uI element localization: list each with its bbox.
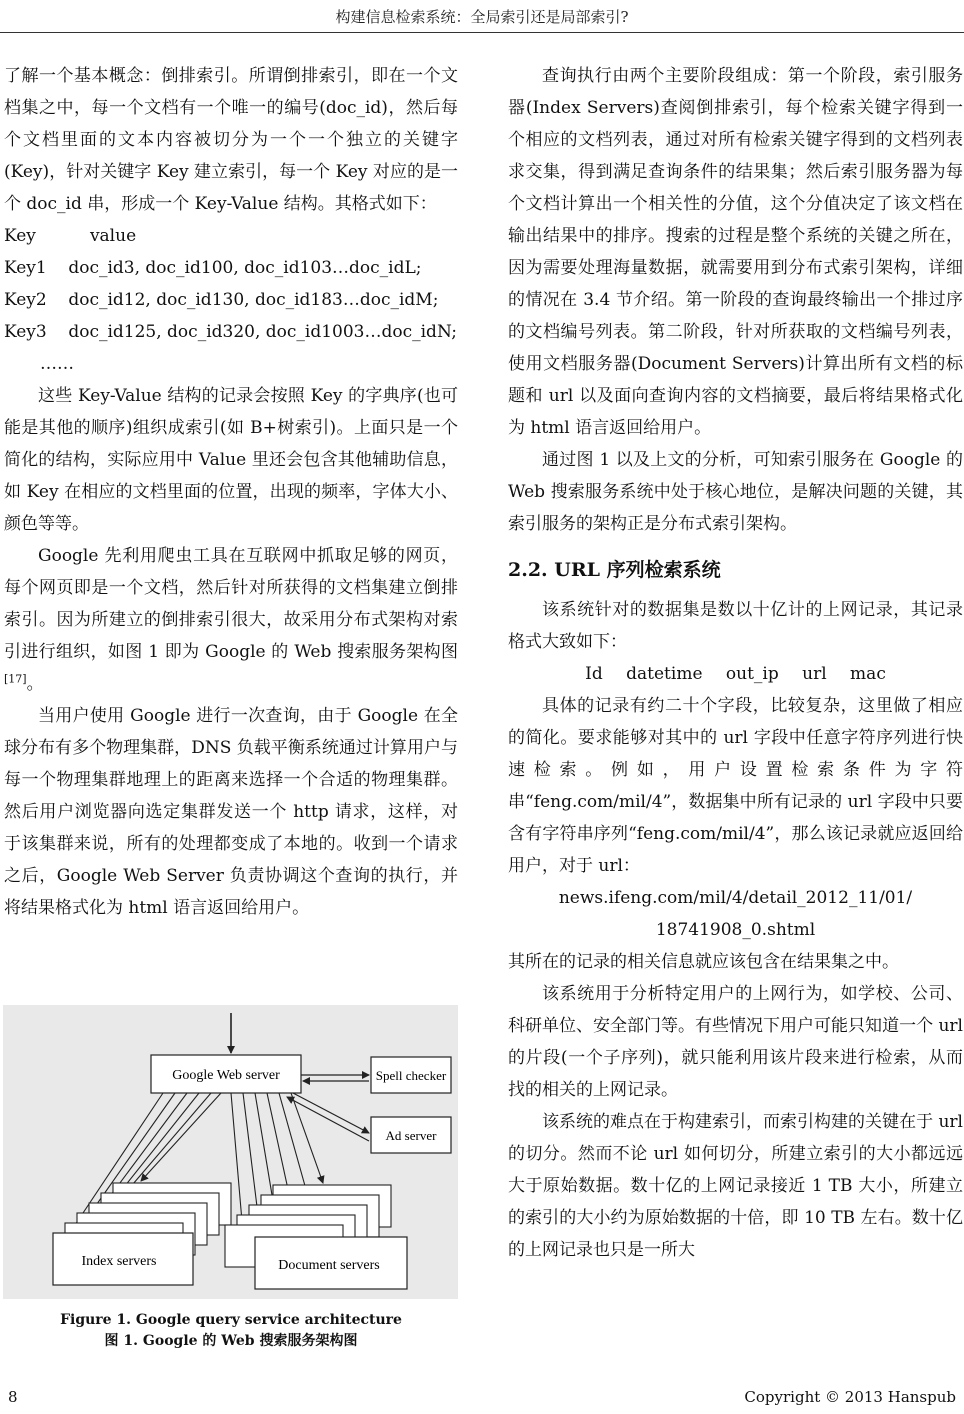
section-heading: 2.2. URL 序列检索系统 <box>508 559 721 581</box>
spell-checker-label: Spell checker <box>375 1068 447 1083</box>
paragraph-index-core: 通过图 1 以及上文的分析，可知索引服务在 Google 的 Web 搜索服务系统中处于核心地位，是解决问题的关键，其索引服务的架构正是分布式索引架构。 <box>508 450 963 534</box>
paragraph-difficulty: 该系统的难点在于构建索引，而索引构建的关键在于 url 的切分。然而不论 url 如何切分，所建立索引的大小都远远大于原始数据。数十亿的上网记录接近 1 TB 大小，所建立的索引的大小约为原始数据的十倍，即 10 TB 左右。数十亿的上网记录也只是一所大 <box>508 1112 963 1260</box>
record-fields: Id datetime out_ip url mac <box>585 664 886 684</box>
example-url-line-1: news.ifeng.com/mil/4/detail_2012_11/01/ <box>558 888 913 908</box>
left-column <box>4 60 458 924</box>
kv-row-3: Key3 doc_id125, doc_id320, doc_id1003…doc_idN; <box>4 322 457 342</box>
paragraph-inverted-index: 了解一个基本概念：倒排索引。所谓倒排索引，即在一个文档集之中，每一个文档有一个唯一的编号(doc_id)，然后每个文档里面的文本内容被切分为一个一个独立的关键字(Key)，针对关键字 Key 建立索引，每一个 Key 对应的是一个 doc_id 串，形成一个 Key-Value 结构。其格式如下： <box>4 66 458 214</box>
ad-server-label: Ad server <box>385 1128 437 1143</box>
kv-header: Key value <box>4 226 137 246</box>
citation-ref[interactable]: [17] <box>4 672 27 686</box>
page-number: 8 <box>8 1388 18 1406</box>
example-url-line-2: 18741908_0.shtml <box>655 920 816 940</box>
paragraph-query-stages: 查询执行由两个主要阶段组成：第一个阶段，索引服务器(Index Servers)查阅倒排索引，每个检索关键字得到一个相应的文档列表，通过对所有检索关键字得到的文档列表求交集，得到满足查询条件的结果集；然后索引服务器为每个文档计算出一个相关性的分值，这个分值决定了该文档在输出结果中的排序。搜索的过程是整个系统的关键之所在，因为需要处理海量数据，就需要用到分布式索引架构，详细的情况在 3.4 节介绍。第一阶段的查询最终输出一个排过序的文档编号列表。第二阶段，针对所获取的文档编号列表，使用文档服务器(Document Servers)计算出所有文档的标题和 url 以及面向查询内容的文档摘要，最后将结果格式化为 html 语言返回给用户。 <box>508 66 963 438</box>
paragraph-google-crawl: Google 先利用爬虫工具在互联网中抓取足够的网页，每个网页即是一个文档，然后针对所获得的文档集建立倒排索引。因为所建立的倒排索引很大，故采用分布式架构对索引进行组织，如图 1 即为 Google 的 Web 搜索服务架构图[17]。 <box>4 546 458 694</box>
figure-caption-zh: 图 1. Google 的 Web 搜索服务架构图 <box>104 1333 358 1349</box>
running-header: 构建信息检索系统：全局索引还是局部索引? <box>335 8 629 26</box>
paragraph-record-detail: 具体的记录有约二十个字段，比较复杂，这里做了相应的简化。要求能够对其中的 url 字段中任意字符序列进行快速检索。例如，用户设置检索条件为字符串“feng.com/mil/4”，数据集中所有记录的 url 字段中只要含有字符串序列“feng.com/mil/4”，那么该记录就应返回给用户，对于 url： <box>508 696 963 876</box>
header-rule <box>0 32 964 33</box>
paragraph-result-set: 其所在的记录的相关信息就应该包含在结果集之中。 <box>508 952 899 972</box>
paragraph-google-query: 当用户使用 Google 进行一次查询，由于 Google 在全球分布有多个物理集群，DNS 负载平衡系统通过计算用户与每一个物理集群地理上的距离来选择一个合适的物理集群。然后用户浏览器向选定集群发送一个 http 请求，这样，对于该集群来说，所有的处理都变成了本地的。收到一个请求之后，Google Web Server 负责协调这个查询的执行，并将结果格式化为 html 语言返回给用户。 <box>4 706 458 918</box>
figure-architecture <box>3 1005 458 1299</box>
paragraph-kv-structure: 这些 Key-Value 结构的记录会按照 Key 的字典序(也可能是其他的顺序)组织成索引(如 B+树索引)。上面只是一个简化的结构，实际应用中 Value 里还会包含其他辅助信息，如 Key 在相应的文档里面的位置，出现的频率，字体大小、颜色等等。 <box>4 386 458 534</box>
document-servers-label: Document servers <box>278 1258 380 1273</box>
kv-row-2: Key2 doc_id12, doc_id130, doc_id183…doc_idM; <box>4 290 439 310</box>
kv-ellipsis: …… <box>40 354 74 374</box>
right-column <box>508 60 963 1266</box>
copyright: Copyright © 2013 Hanspub <box>744 1388 956 1406</box>
web-server-label: Google Web server <box>172 1068 280 1083</box>
figure-caption-en: Figure 1. Google query service architecture <box>60 1312 402 1328</box>
figure-caption <box>4 1310 458 1352</box>
kv-row-1: Key1 doc_id3, doc_id100, doc_id103…doc_idL; <box>4 258 422 278</box>
index-servers-label: Index servers <box>81 1254 157 1269</box>
paragraph-use-case: 该系统用于分析特定用户的上网行为，如学校、公司、科研单位、安全部门等。有些情况下用户可能只知道一个 url 的片段(一个子序列)，就只能利用该片段来进行检索，从而找的相关的上网记录。 <box>508 984 963 1100</box>
paragraph-dataset: 该系统针对的数据集是数以十亿计的上网记录，其记录格式大致如下： <box>508 600 963 652</box>
